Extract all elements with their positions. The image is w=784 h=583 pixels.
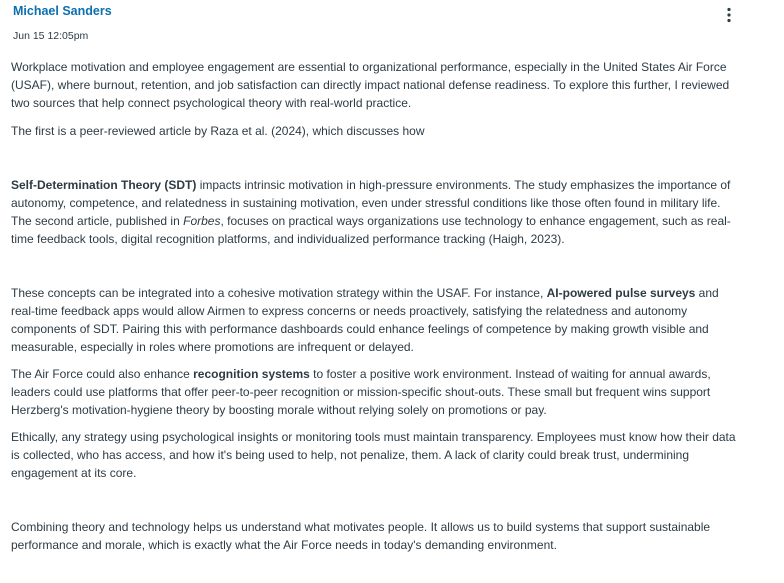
paragraph-strategy-text-b: and real-time feedback apps would allow Airmen to express concerns or needs proactively, satisfying the relatedness and autonomy components of SDT. Pairing this with performance dashboards could enhance feelings of competence by making growth visible and measurable, especially in roles where promotions are infrequent or delayed. <box>11 286 719 354</box>
paragraph-sdt <box>11 176 744 248</box>
more-options-vertical-icon[interactable] <box>722 6 736 24</box>
post-body <box>11 58 744 554</box>
paragraph-first-source: The first is a peer-reviewed article by Raza et al. (2024), which discusses how <box>11 124 425 138</box>
paragraph-strategy-text-a: These concepts can be integrated into a cohesive motivation strategy within the USAF. For instance, <box>11 286 547 300</box>
pulse-surveys-bold-term: AI-powered pulse surveys <box>546 286 696 300</box>
paragraph-ethics: Ethically, any strategy using psychological insights or monitoring tools must maintain transparency. Employees must know how their data is collected, who has access, and how it's being used to help, not penalize, them. A lack of clarity could break trust, undermining engagement at its core. <box>11 430 736 480</box>
paragraph-sdt-text-b: , focuses on practical ways organizations use technology to enhance engagement, such as real-time feedback tools, digital recognition platforms, and individualized performance tracking (Haigh, 2023). <box>11 214 731 246</box>
paragraph-sdt-text-a: impacts intrinsic motivation in high-pressure environments. The study emphasizes the importance of autonomy, competence, and relatedness in sustaining motivation, even under stressful conditions like those often found in military life. The second article, published in <box>11 178 731 228</box>
author-name-link[interactable]: Michael Sanders <box>13 4 112 18</box>
post-timestamp: Jun 15 12:05pm <box>13 30 89 42</box>
paragraph-intro: Workplace motivation and employee engagement are essential to organizational performance, especially in the United States Air Force (USAF), where burnout, retention, and job satisfaction can directly impact national defense readiness. To explore this further, I reviewed two sources that help connect psychological theory with real-world practice. <box>11 60 730 110</box>
paragraph-recognition-text-b: to foster a positive work environment. Instead of waiting for annual awards, leaders could use platforms that offer peer-to-peer recognition or mission-specific shout-outs. These small but frequent wins support Herzberg's motivation-hygiene theory by boosting morale without relying solely on promotions or pay. <box>11 367 711 417</box>
paragraph-conclusion: Combining theory and technology helps us understand what motivates people. It allows us to build systems that support sustainable performance and morale, which is exactly what the Air Force needs in today's demanding environment. <box>11 520 711 552</box>
recognition-systems-bold-term: recognition systems <box>193 367 310 381</box>
paragraph-strategy <box>11 284 744 356</box>
paragraph-recognition-text-a: The Air Force could also enhance <box>11 367 194 381</box>
paragraph-recognition <box>11 365 744 419</box>
forbes-italic: Forbes <box>183 214 221 228</box>
sdt-bold-term: Self-Determination Theory (SDT) <box>11 178 197 192</box>
